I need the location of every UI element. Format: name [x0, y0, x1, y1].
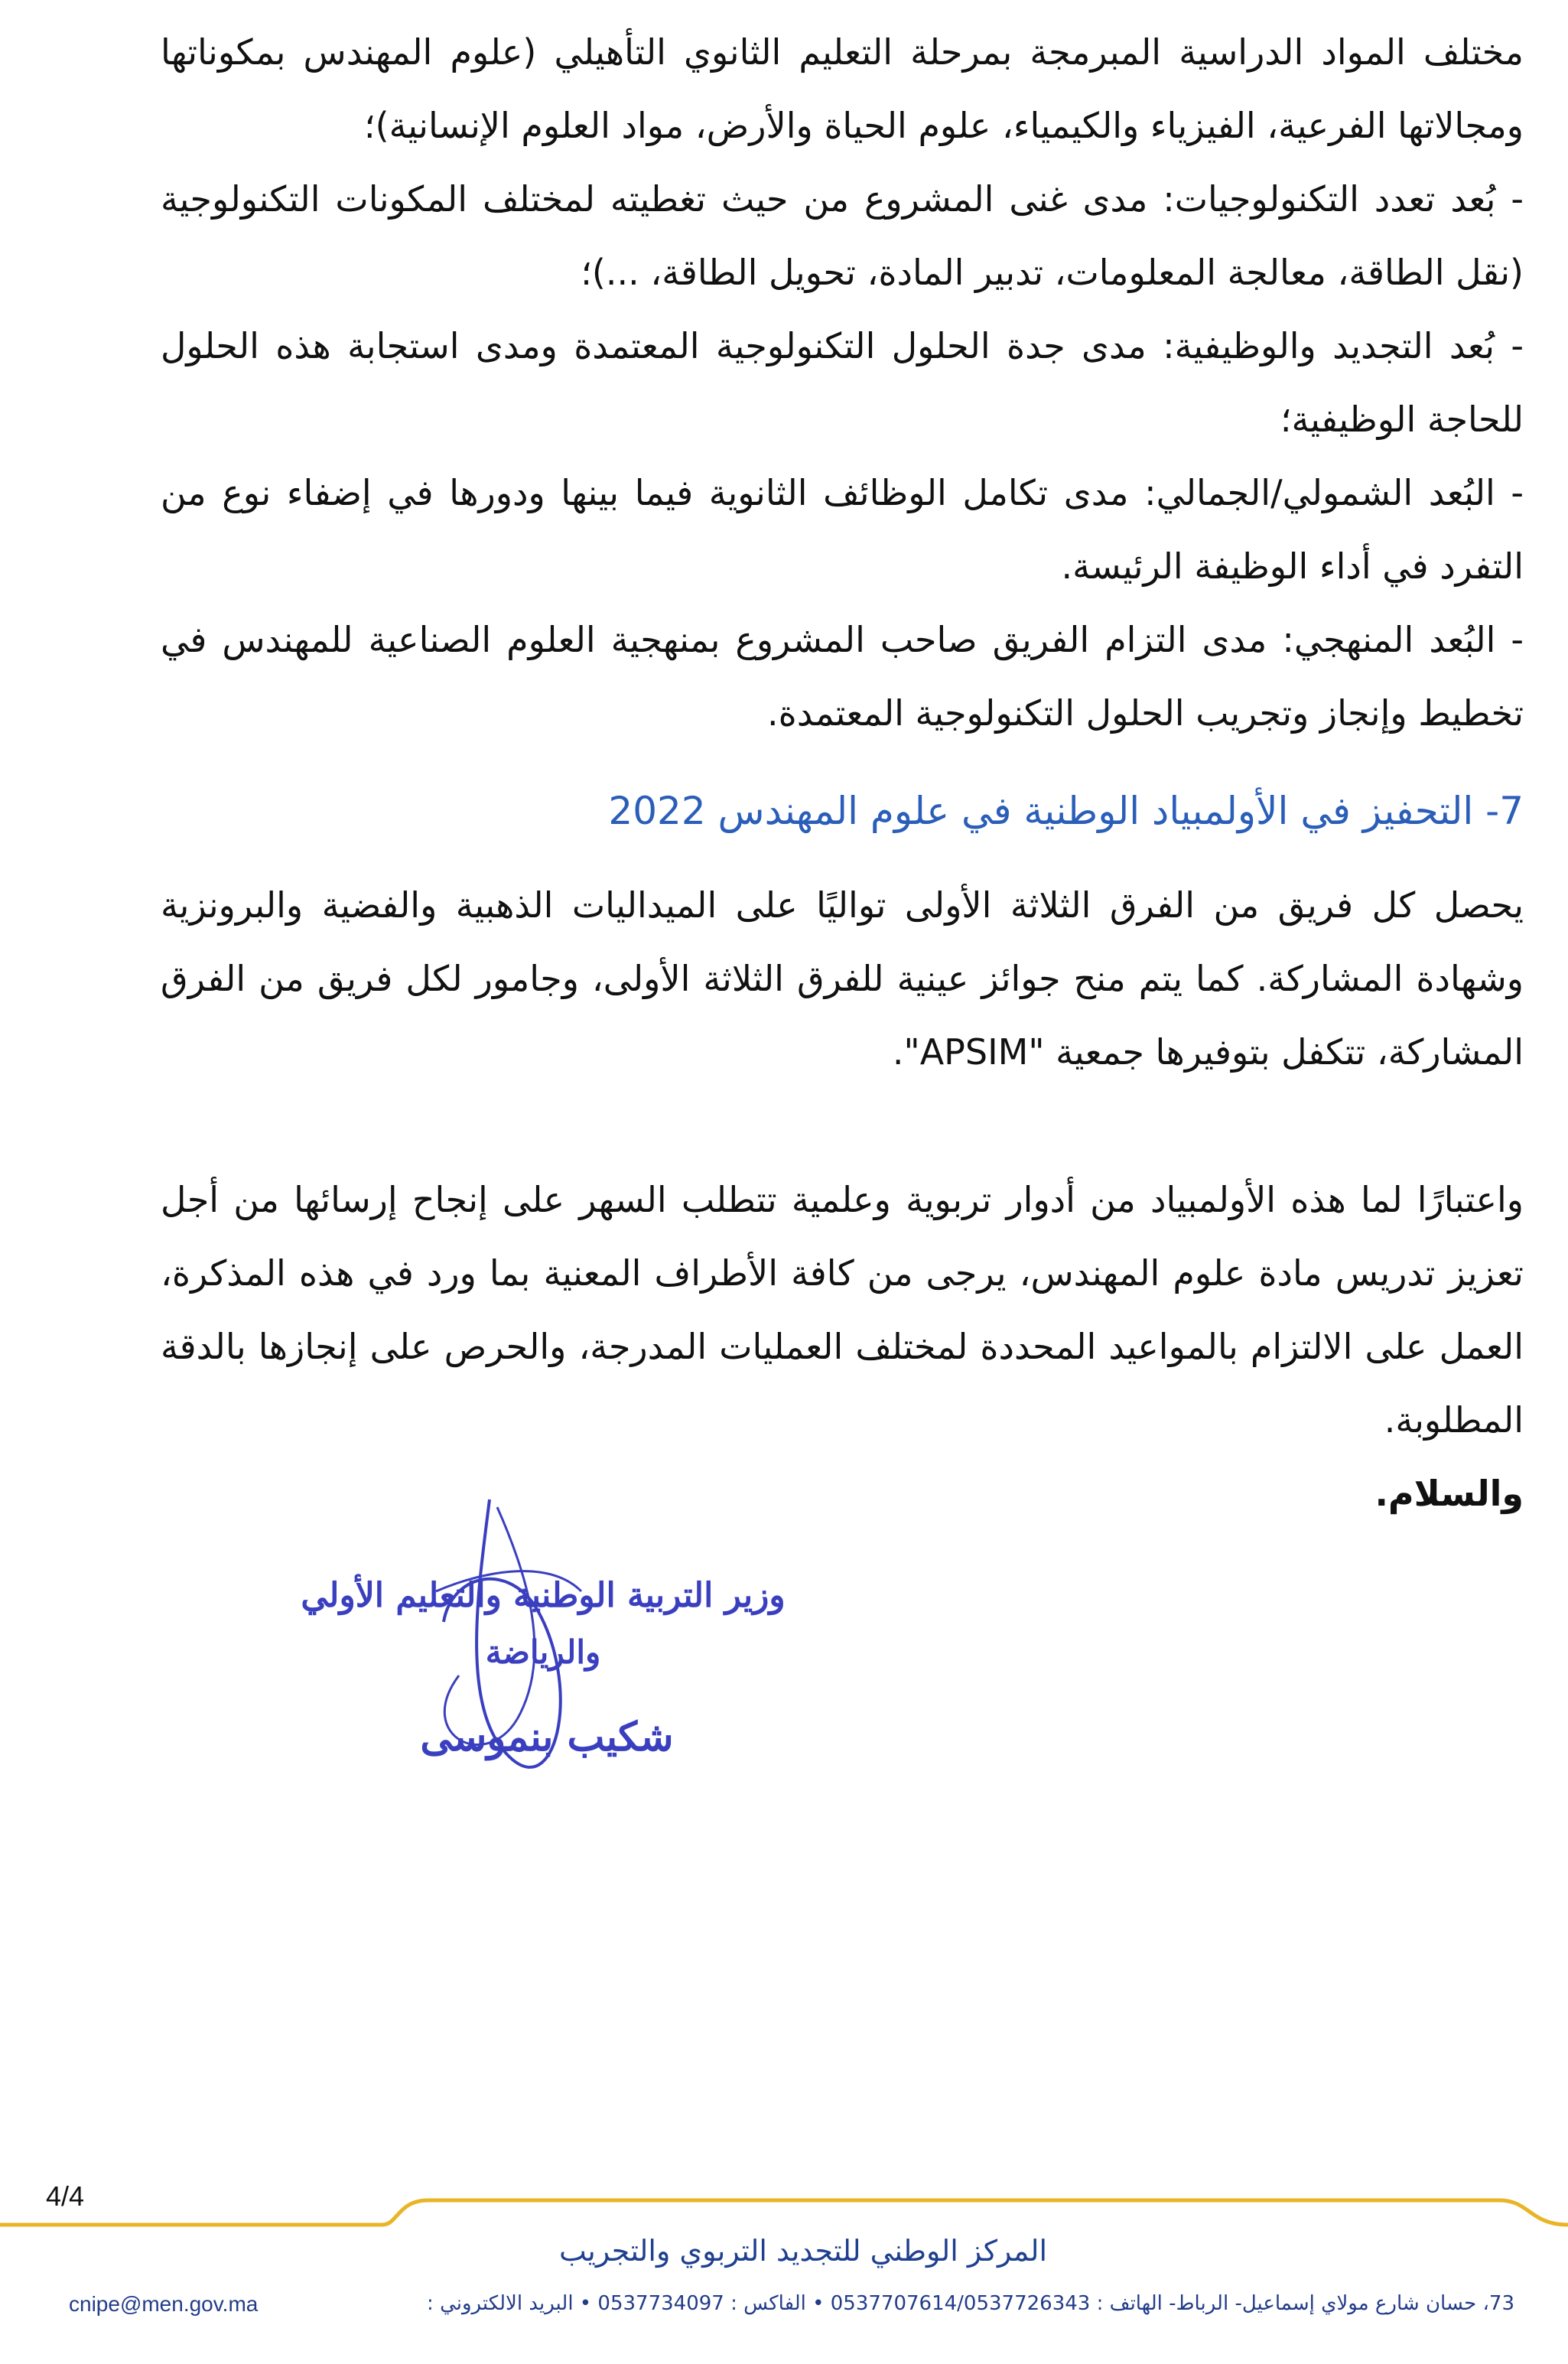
criterion-innovation: - بُعد التجديد والوظيفية: مدى جدة الحلول التكنولوجية المعتمدة ومدى استجابة هذه الحلول للحاجة الوظيفية؛	[161, 325, 1524, 440]
criteria-continuation: مختلف المواد الدراسية المبرمجة بمرحلة التعليم الثانوي التأهيلي (علوم المهندس بمكوناتها ومجالاتها الفرعية، الفيزياء والكيمياء، علوم الحياة والأرض، مواد العلوم الإنسانية)؛	[161, 31, 1524, 146]
footer-email[interactable]: cnipe@men.gov.ma	[69, 2292, 259, 2316]
signature-title: وزير التربية الوطنية والتعليم الأولي	[301, 1576, 786, 1615]
footer-organization: المركز الوطني للتجديد التربوي والتجريب	[558, 2234, 1048, 2268]
criterion-aesthetic: - البُعد الشمولي/الجمالي: مدى تكامل الوظائف الثانوية فيما بينها ودورها في إضفاء نوع من التفرد في أداء الوظيفة الرئيسة.	[161, 472, 1524, 587]
signature-name: شكيب بنموسى	[420, 1714, 674, 1760]
closing-section	[161, 1163, 1524, 1530]
closing-paragraph: واعتبارًا لما هذه الأولمبياد من أدوار تربوية وعلمية تتطلب السهر على إنجاح إرسائها من أجل تعزيز تدريس مادة علوم المهندس، يرجى من كافة الأطراف المعنية بما ورد في هذه المذكرة، العمل على الالتزام بالمواعيد المحددة لمختلف العمليات المدرجة، والحرص على إنجازها بالدقة المطلوبة.	[161, 1179, 1524, 1441]
signature-title-continued: والرياضة	[485, 1633, 601, 1671]
criterion-technologies: - بُعد تعدد التكنولوجيات: مدى غنى المشروع من حيث تغطيته لمختلف المكونات التكنولوجية (نقل الطاقة، معالجة المعلومات، تدبير المادة، تحويل الطاقة، ...)؛	[161, 178, 1524, 293]
closing-sign-off: والسلام.	[1374, 1473, 1524, 1514]
page-number: 4/4	[46, 2180, 85, 2212]
section-heading: 7- التحفيز في الأولمبياد الوطنية في علوم المهندس 2022	[608, 789, 1524, 833]
minister-signature	[260, 1484, 818, 1821]
footer-contact	[61, 2292, 1514, 2330]
footer-divider	[0, 2194, 1568, 2240]
footer-address: 73، حسان شارع مولاي إسماعيل- الرباط- الهاتف : 0537707614/0537726343 • الفاكس : 0537734097 • البريد الالكتروني :	[427, 2292, 1514, 2315]
awards-section	[161, 868, 1524, 1089]
criterion-methodology: - البُعد المنهجي: مدى التزام الفريق صاحب المشروع بمنهجية العلوم الصناعية للمهندس في تخطيط وإنجاز وتجريب الحلول التكنولوجية المعتمدة.	[161, 619, 1524, 734]
evaluation-criteria	[161, 15, 1524, 750]
awards-paragraph: يحصل كل فريق من الفرق الثلاثة الأولى تواليًا على الميداليات الذهبية والفضية والبرونزية وشهادة المشاركة. كما يتم منح جوائز عينية للفرق الثلاثة الأولى، وجامور لكل فريق من الفرق المشاركة، تتكفل بتوفيرها جمعية "APSIM".	[161, 884, 1524, 1073]
